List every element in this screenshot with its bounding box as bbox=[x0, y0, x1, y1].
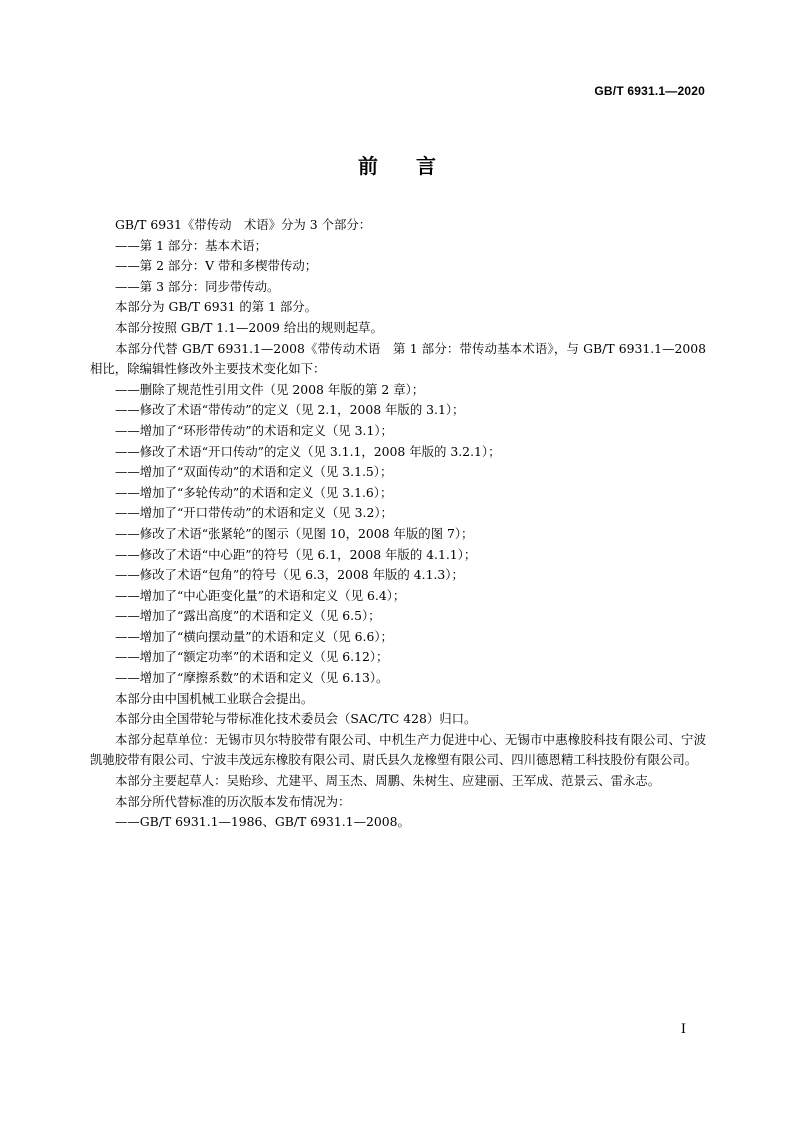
paragraph: 本部分按照 GB/T 1.1—2009 给出的规则起草。 bbox=[115, 319, 383, 335]
title-char-1: 前 bbox=[358, 154, 378, 178]
list-item: ——修改了术语“张紧轮”的图示（见图 10，2008 年版的图 7）； bbox=[115, 525, 474, 541]
page-number: I bbox=[680, 1022, 686, 1037]
list-item: ——增加了“开口带传动”的术语和定义（见 3.2）； bbox=[115, 505, 393, 521]
list-item: ——修改了术语“包角”的符号（见 6.3，2008 年版的 4.1.3）； bbox=[115, 567, 464, 583]
paragraph: 本部分主要起草人：吴贻珍、尤建平、周玉杰、周鹏、朱树生、应建丽、王军成、范景云、雷永志。 bbox=[115, 773, 661, 789]
list-item: ——增加了“多轮传动”的术语和定义（见 3.1.6）； bbox=[115, 484, 393, 500]
list-item: ——增加了“双面传动”的术语和定义（见 3.1.5）； bbox=[115, 464, 393, 480]
page-title bbox=[0, 150, 794, 179]
list-item: ——增加了“横向摆动量”的术语和定义（见 6.6）； bbox=[115, 628, 393, 644]
list-item: ——修改了术语“带传动”的定义（见 2.1，2008 年版的 3.1）； bbox=[115, 402, 465, 418]
title-char-2: 言 bbox=[416, 154, 436, 178]
paragraph: 本部分代替 GB/T 6931.1—2008《带传动术语 第 1 部分：带传动基本术语》，与 GB/T 6931.1—2008 相比，除编辑性修改外主要技术变化如下： bbox=[90, 340, 706, 377]
list-item: ——修改了术语“中心距”的符号（见 6.1，2008 年版的 4.1.1）； bbox=[115, 546, 477, 562]
foreword-body bbox=[90, 215, 706, 833]
paragraph: 本部分由中国机械工业联合会提出。 bbox=[115, 690, 314, 706]
list-item: ——增加了“环形带传动”的术语和定义（见 3.1）； bbox=[115, 422, 393, 438]
list-item: ——修改了术语“开口传动”的定义（见 3.1.1，2008 年版的 3.2.1）； bbox=[115, 443, 501, 459]
paragraph: 本部分起草单位：无锡市贝尔特胶带有限公司、中机生产力促进中心、无锡市中惠橡胶科技有限公司、宁波凯驰胶带有限公司、宁波丰茂远东橡胶有限公司、尉氏县久龙橡塑有限公司、四川德恩精工科技股份有限公司。 bbox=[90, 731, 706, 768]
list-item: ——增加了“额定功率”的术语和定义（见 6.12）； bbox=[115, 649, 389, 665]
paragraph: 本部分所代替标准的历次版本发布情况为： bbox=[115, 793, 351, 809]
paragraph: 本部分由全国带轮与带标准化技术委员会（SAC/TC 428）归口。 bbox=[115, 711, 477, 727]
list-item: ——GB/T 6931.1—1986、GB/T 6931.1—2008。 bbox=[115, 814, 410, 830]
list-item: ——第 1 部分：基本术语； bbox=[115, 237, 268, 253]
paragraph: GB/T 6931《带传动 术语》分为 3 个部分： bbox=[115, 217, 372, 232]
list-item: ——第 2 部分：V 带和多楔带传动； bbox=[115, 258, 318, 274]
list-item: ——增加了“露出高度”的术语和定义（见 6.5）； bbox=[115, 608, 381, 624]
standard-code-header: GB/T 6931.1—2020 bbox=[594, 84, 705, 98]
list-item: ——增加了“摩擦系数”的术语和定义（见 6.13）。 bbox=[115, 670, 389, 686]
list-item: ——增加了“中心距变化量”的术语和定义（见 6.4）； bbox=[115, 587, 406, 603]
paragraph: 本部分为 GB/T 6931 的第 1 部分。 bbox=[115, 299, 318, 315]
list-item: ——删除了规范性引用文件（见 2008 年版的第 2 章）； bbox=[115, 381, 425, 397]
list-item: ——第 3 部分：同步带传动。 bbox=[115, 278, 280, 294]
